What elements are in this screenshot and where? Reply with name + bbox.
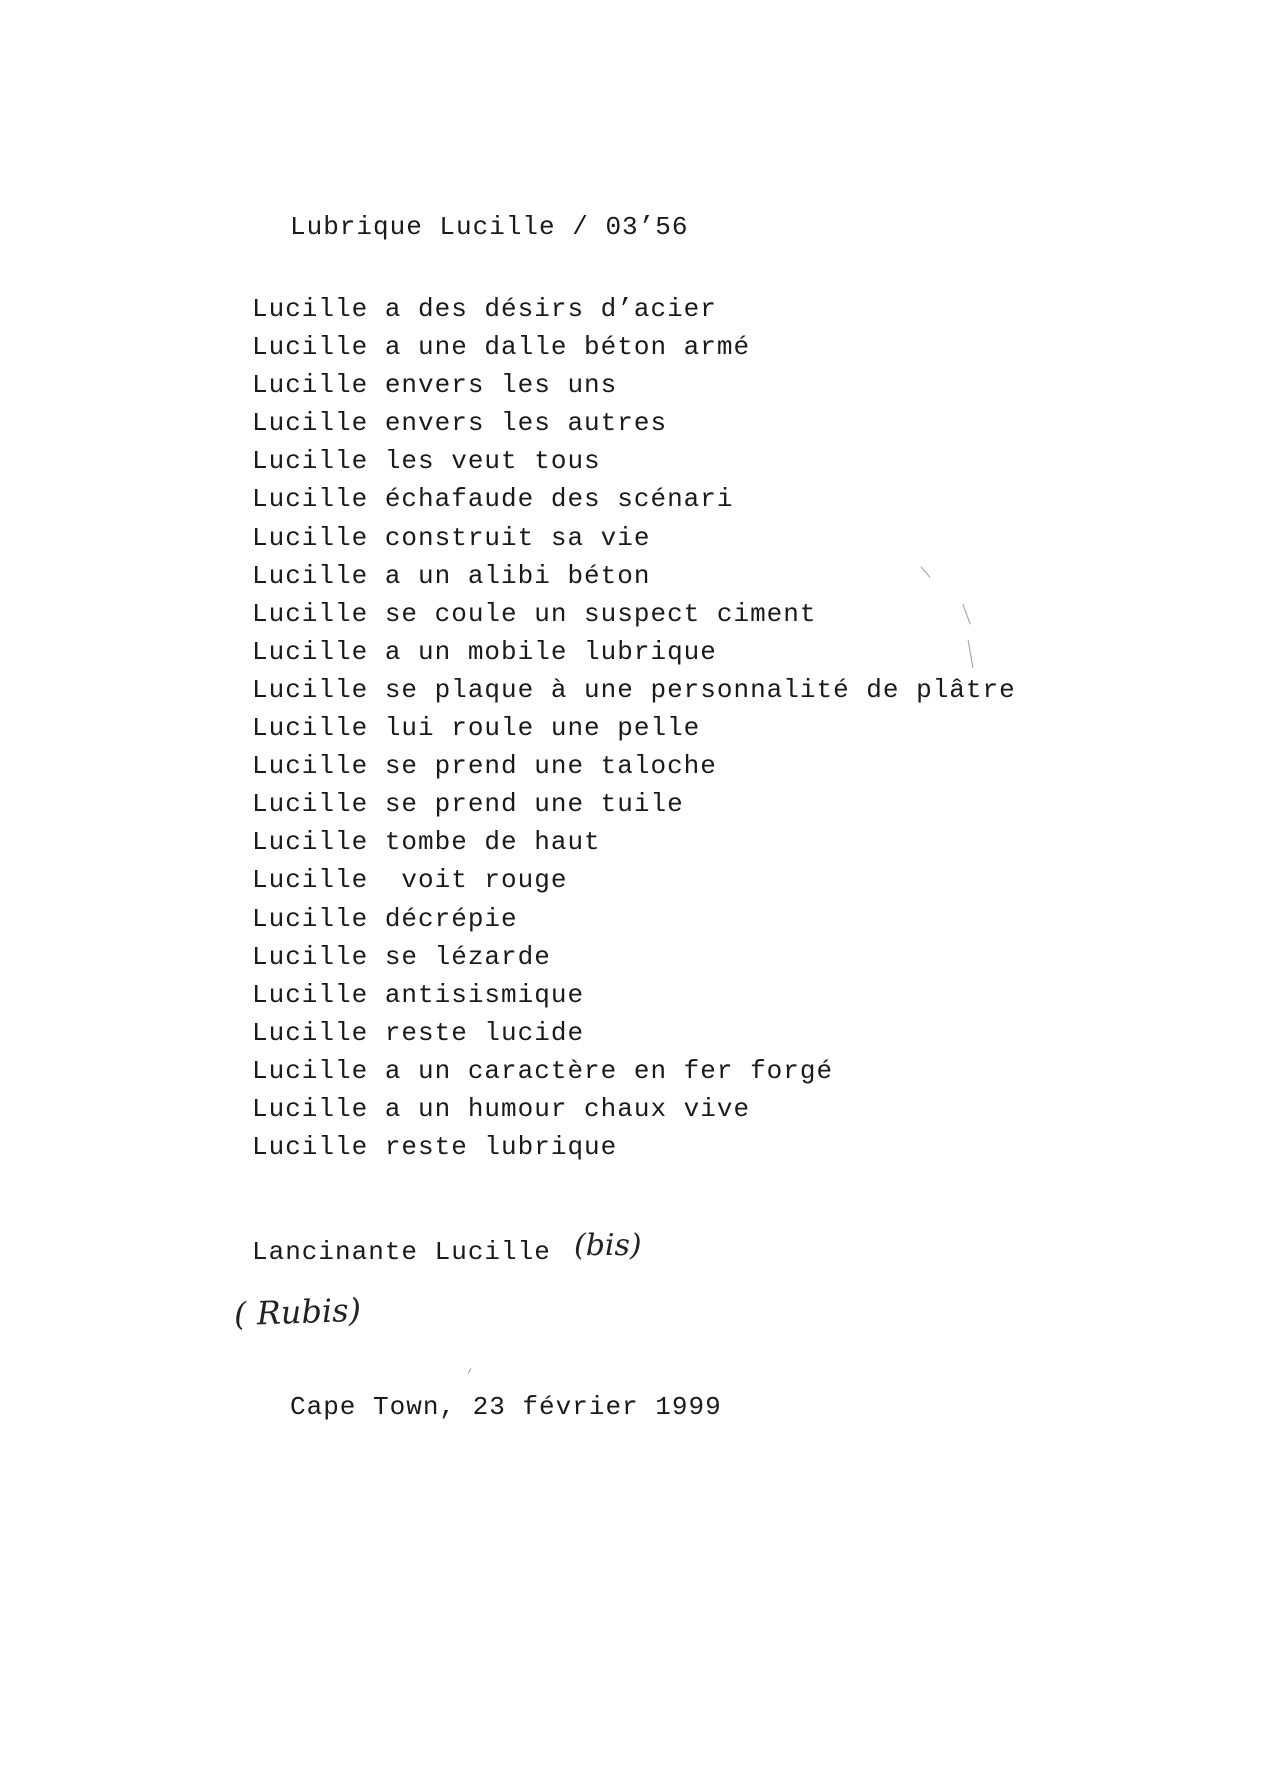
poem-body [252, 290, 1016, 1166]
poem-line: Lucille se coule un suspect ciment [252, 598, 817, 629]
poem-line: Lucille antisismique [252, 979, 585, 1010]
poem-line: Lucille envers les uns [252, 370, 618, 401]
handwritten-bis-annotation: (bis) [574, 1228, 642, 1263]
poem-line: Lucille a une dalle béton armé [252, 332, 751, 363]
poem-line: Lucille se lézarde [252, 941, 551, 972]
poem-line: Lucille les veut tous [252, 446, 601, 477]
poem-line: Lucille envers les autres [252, 408, 668, 439]
poem-line: Lucille reste lubrique [252, 1132, 618, 1163]
handwritten-rubis-annotation: ( Rubis) [233, 1290, 362, 1334]
poem-line: Lucille échafaude des scénari [252, 484, 734, 515]
poem-line: Lucille se prend une tuile [252, 789, 684, 820]
poem-line: Lucille a un mobile lubrique [252, 636, 717, 667]
poem-line: Lucille reste lucide [252, 1017, 585, 1048]
poem-line: Lucille a un alibi béton [252, 560, 651, 591]
poem-line: Lucille construit sa vie [252, 522, 651, 553]
poem-line: Lucille tombe de haut [252, 827, 601, 858]
paper-mark [468, 1368, 472, 1374]
poem-line: Lucille voit rouge [252, 865, 568, 896]
poem-line: Lucille a un caractère en fer forgé [252, 1055, 834, 1086]
poem-line: Lucille se prend une taloche [252, 751, 717, 782]
poem-coda: Lancinante Lucille [252, 1237, 551, 1267]
poem-title: Lubrique Lucille / 03’56 [290, 212, 689, 242]
poem-line: Lucille a des désirs d’acier [252, 294, 717, 324]
poem-line: Lucille se plaque à une personnalité de plâtre [252, 674, 1016, 705]
poem-line: Lucille décrépie [252, 903, 518, 934]
poem-line: Lucille lui roule une pelle [252, 713, 701, 744]
poem-line: Lucille a un humour chaux vive [252, 1093, 751, 1124]
place-date-line: Cape Town, 23 février 1999 [290, 1392, 722, 1422]
